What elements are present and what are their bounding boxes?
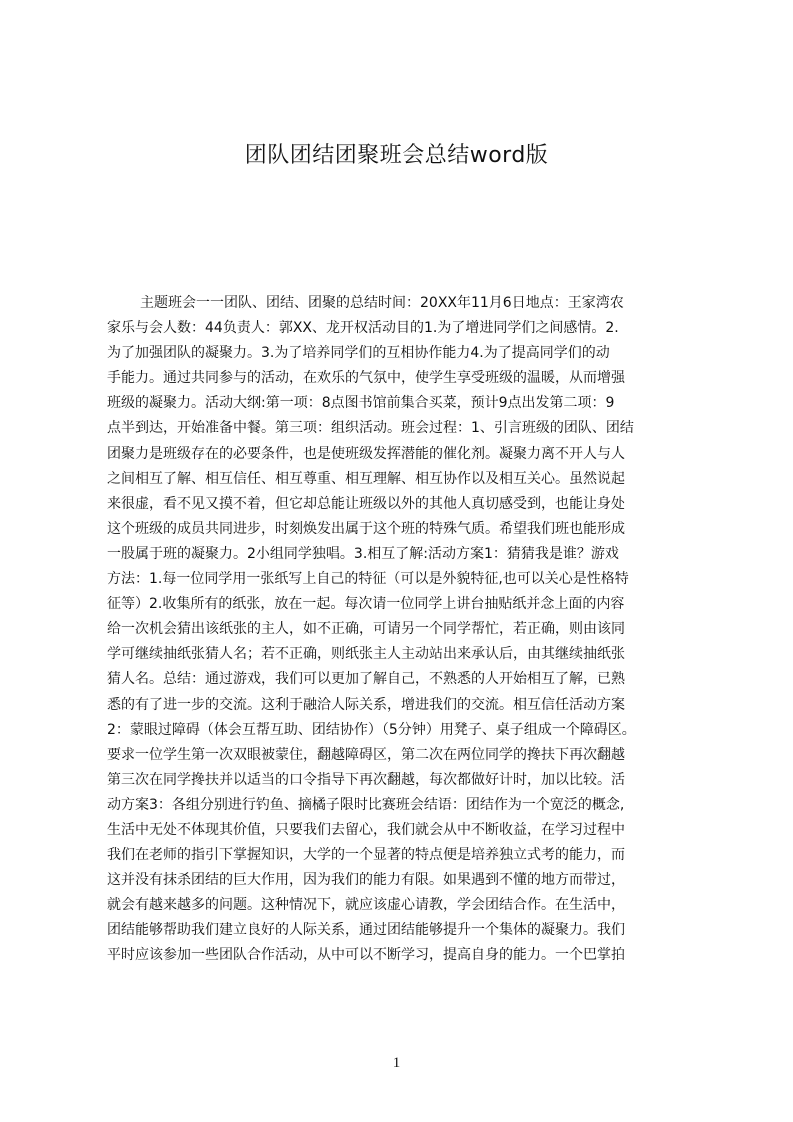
body-line: 一股属于班的凝聚力。2小组同学独唱。3.相互了解:活动方案1：猜猜我是谁？游戏 xyxy=(107,545,619,562)
body-line: 2：蒙眼过障碍（体会互帮互助、团结协作）（5分钟）用凳子、桌子组成一个障碍区。 xyxy=(107,721,636,738)
body-line: 平时应该参加一些团队合作活动，从中可以不断学习，提高自身的能力。一个巴掌拍 xyxy=(107,947,625,964)
body-line: 来很虚，看不见又摸不着，但它却总能让班级以外的其他人真切感受到，也能让身处 xyxy=(107,495,625,512)
body-line: 给一次机会猜出该纸张的主人，如不正确，可请另一个同学帮忙，若正确，则由该同 xyxy=(107,621,625,638)
body-line: 主题班会一一团队、团结、团聚的总结时间：20XX年11月6日地点：王家湾农 xyxy=(140,295,624,311)
body-line: 这并没有抹杀团结的巨大作用，因为我们的能力有限。如果遇到不懂的地方而带过， xyxy=(107,872,625,889)
body-line: 团聚力是班级存在的必要条件，也是使班级发挥潜能的催化剂。凝聚力离不开人与人 xyxy=(107,445,625,462)
body-line: 这个班级的成员共同进步，时刻焕发出属于这个班的特殊气质。希望我们班也能形成 xyxy=(107,520,625,537)
body-line: 就会有越来越多的问题。这种情况下，就应该虚心请教，学会团结合作。在生活中， xyxy=(107,897,625,914)
page-number: 1 xyxy=(392,1055,401,1071)
body-line: 团结能够帮助我们建立良好的人际关系，通过团结能够提升一个集体的凝聚力。我们 xyxy=(107,922,625,939)
body-line: 手能力。通过共同参与的活动，在欢乐的气氛中，使学生享受班级的温暖，从而增强 xyxy=(107,370,625,387)
document-title: 团队团结团聚班会总结word版 xyxy=(244,143,549,168)
body-line: 动方案3：各组分别进行钓鱼、摘橘子限时比赛班会结语：团结作为一个宽泛的概念, xyxy=(107,796,625,813)
body-line: 我们在老师的指引下掌握知识，大学的一个显著的特点便是培养独立式考的能力，而 xyxy=(107,847,625,864)
body-line: 生活中无处不体现其价值，只要我们去留心，我们就会从中不断收益，在学习过程中 xyxy=(107,821,625,838)
body-line: 悉的有了进一步的交流。这利于融洽人际关系，增进我们的交流。相互信任活动方案 xyxy=(107,696,625,713)
document-body xyxy=(107,291,697,969)
body-line: 猜人名。总结：通过游戏，我们可以更加了解自己，不熟悉的人开始相互了解，已熟 xyxy=(107,671,625,688)
body-line: 征等）2.收集所有的纸张，放在一起。每次请一位同学上讲台抽贴纸并念上面的内容 xyxy=(107,596,625,613)
body-line: 要求一位学生第一次双眼被蒙住，翻越障碍区，第二次在两位同学的搀扶下再次翻越 xyxy=(107,746,625,763)
body-line: 点半到达，开始准备中餐。第三项：组织活动。班会过程：1、引言班级的团队、团结 xyxy=(107,420,634,437)
body-line: 方法：1.每一位同学用一张纸写上自己的特征（可以是外貌特征,也可以关心是性格特 xyxy=(107,571,629,588)
body-line: 家乐与会人数：44负责人：郭XX、龙开权活动目的1.为了增进同学们之间感情。2. xyxy=(107,320,619,337)
body-line: 学可继续抽纸张猜人名；若不正确，则纸张主人主动站出来承认后，由其继续抽纸张 xyxy=(107,646,625,663)
body-line: 之间相互了解、相互信任、相互尊重、相互理解、相互协作以及相互关心。虽然说起 xyxy=(107,470,625,487)
body-line: 第三次在同学搀扶并以适当的口令指导下再次翻越，每次都做好计时，加以比较。活 xyxy=(107,771,625,788)
body-line: 班级的凝聚力。活动大纲:第一项：8点图书馆前集合买菜，预计9点出发第二项：9 xyxy=(107,395,615,412)
body-line: 为了加强团队的凝聚力。3.为了培养同学们的互相协作能力4.为了提高同学们的动 xyxy=(107,345,610,362)
